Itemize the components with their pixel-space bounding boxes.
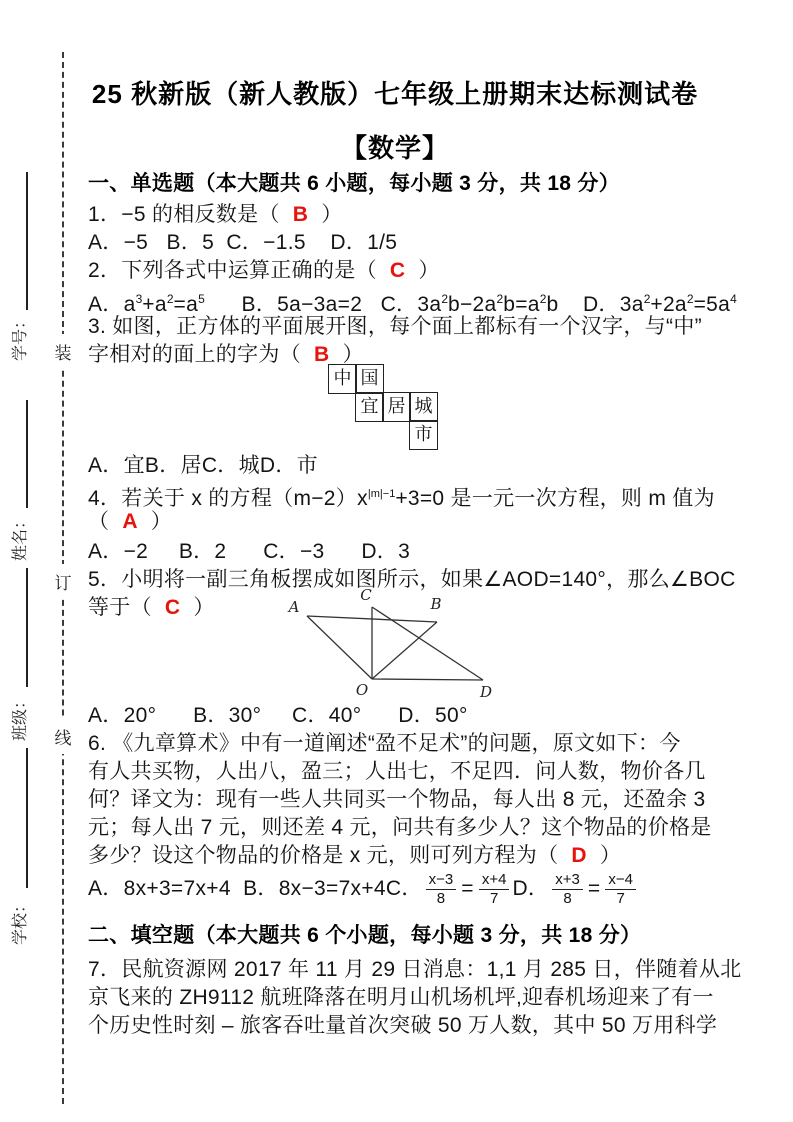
vertex-label-c: C bbox=[360, 586, 372, 604]
question-4-line2: （ A ） bbox=[88, 510, 173, 533]
question-7-line2: 京飞来的 ZH9112 航班降落在明月山机场机坪,迎春机场迎来了有一 bbox=[88, 986, 714, 1009]
question-5-line1: 5．小明将一副三角板摆成如图所示，如果∠AOD=140°，那么∠BOC bbox=[88, 568, 736, 591]
field-label-school: 学校： bbox=[12, 897, 29, 946]
answer-q5: C bbox=[164, 596, 181, 619]
field-label-class: 班级： bbox=[12, 693, 29, 742]
question-6-line3: 何？译文为：现有一些人共同买一个物品，每人出 8 元，还盈余 3 bbox=[88, 788, 706, 811]
question-5-options: A．20° B．30° C．40° D．50° bbox=[88, 704, 468, 727]
set-squares-figure bbox=[280, 585, 510, 703]
section1-header: 一、单选题（本大题共 6 小题，每小题 3 分，共 18 分） bbox=[88, 172, 621, 195]
vertex-label-d: D bbox=[479, 683, 493, 701]
net-cell: 城 bbox=[409, 392, 438, 422]
student-id-blank-line bbox=[26, 172, 28, 310]
binding-char-xian: 线 bbox=[53, 719, 73, 754]
question-2: 2．下列各式中运算正确的是（ C ） bbox=[88, 259, 440, 282]
question-4-options: A．−2 B．2 C．−3 D．3 bbox=[88, 540, 411, 563]
net-cell: 中 bbox=[328, 364, 357, 394]
fraction-c-left: $\frac{x-3}{8}$ bbox=[426, 871, 457, 907]
question-3-options: A．宜B．居C．城D．市 bbox=[88, 454, 318, 477]
question-1-options: A．−5 B．5 C．−1.5 D．1/5 bbox=[88, 231, 398, 254]
question-3-line2: 字相对的面上的字为（ B ） bbox=[88, 343, 364, 366]
cube-net-figure bbox=[328, 364, 442, 454]
school-blank-line bbox=[26, 748, 28, 888]
question-2-options: A．$a^3+a^2=a^5$ B．5a−3a=2 C．$3a^2b-2a^2b=a^2b$ D．$3a^2+2a^2=5a^4$ bbox=[88, 292, 737, 316]
vertex-label-o: O bbox=[355, 681, 369, 699]
vertex-label-b: B bbox=[430, 595, 442, 613]
question-5-line2: 等于（ C ） bbox=[88, 596, 215, 619]
binding-char-ding: 订 bbox=[53, 564, 73, 599]
question-6-line2: 有人共买物，人出八，盈三；人出七，不足四．问人数，物价各几 bbox=[88, 760, 706, 783]
page-title: 25 秋新版（新人教版）七年级上册期末达标测试卷 bbox=[91, 79, 699, 109]
net-cell: 居 bbox=[382, 392, 411, 422]
class-blank-line bbox=[26, 568, 28, 687]
section2-header: 二、填空题（本大题共 6 个小题，每小题 3 分，共 18 分） bbox=[88, 924, 642, 947]
name-blank-line bbox=[26, 400, 28, 508]
question-7-line3: 个历史性时刻 – 旅客吞吐量首次突破 50 万人数，其中 50 万用科学 bbox=[88, 1014, 718, 1037]
answer-q4: A bbox=[122, 510, 138, 533]
field-label-name: 姓名： bbox=[12, 513, 29, 562]
question-6-options: A．8x+3=7x+4 B．8x−3=7x+4C． $\frac{x-3}{8}$ = $\frac{x+4}{7}$ D． $\frac{x+3}{8}$ = $\frac{x-4}{7}$ bbox=[88, 868, 639, 910]
net-cell: 国 bbox=[355, 364, 384, 394]
net-cell: 宜 bbox=[355, 392, 384, 422]
question-1: 1．−5 的相反数是（ B ） bbox=[88, 203, 343, 226]
fraction-d-right: $\frac{x-4}{7}$ bbox=[605, 871, 636, 907]
question-7-line1: 7．民航资源网 2017 年 11 月 29 日消息：1,1 月 285 日，伴随着从北 bbox=[88, 958, 742, 981]
page-subtitle: 【数学】 bbox=[340, 133, 449, 163]
answer-q3: B bbox=[314, 343, 330, 366]
answer-q2: C bbox=[389, 259, 406, 282]
fraction-d-left: $\frac{x+3}{8}$ bbox=[552, 871, 583, 907]
question-4-line1: 4．若关于 x 的方程$(m-2)x^{|m|-1}+3=0$ 是一元一次方程，则 m 值为 bbox=[88, 487, 715, 510]
field-label-student-id: 学号： bbox=[12, 313, 29, 362]
question-6-line4: 元；每人出 7 元，则还差 4 元，问共有多少人？这个物品的价格是 bbox=[88, 816, 712, 839]
question-3-line1: 3. 如图，正方体的平面展开图，每个面上都标有一个汉字，与“中” bbox=[88, 315, 702, 338]
answer-q1: B bbox=[292, 203, 309, 226]
vertex-label-a: A bbox=[288, 598, 300, 616]
net-cell: 市 bbox=[409, 420, 438, 450]
question-6-line1: 6. 《九章算术》中有一道阐述“盈不足术”的问题，原文如下：今 bbox=[88, 732, 681, 755]
fraction-c-right: $\frac{x+4}{7}$ bbox=[479, 871, 510, 907]
answer-q6: D bbox=[571, 844, 587, 867]
question-6-line5: 多少？设这个物品的价格是 x 元，则可列方程为（ D ） bbox=[88, 844, 622, 867]
binding-char-zhuang: 装 bbox=[53, 334, 73, 369]
